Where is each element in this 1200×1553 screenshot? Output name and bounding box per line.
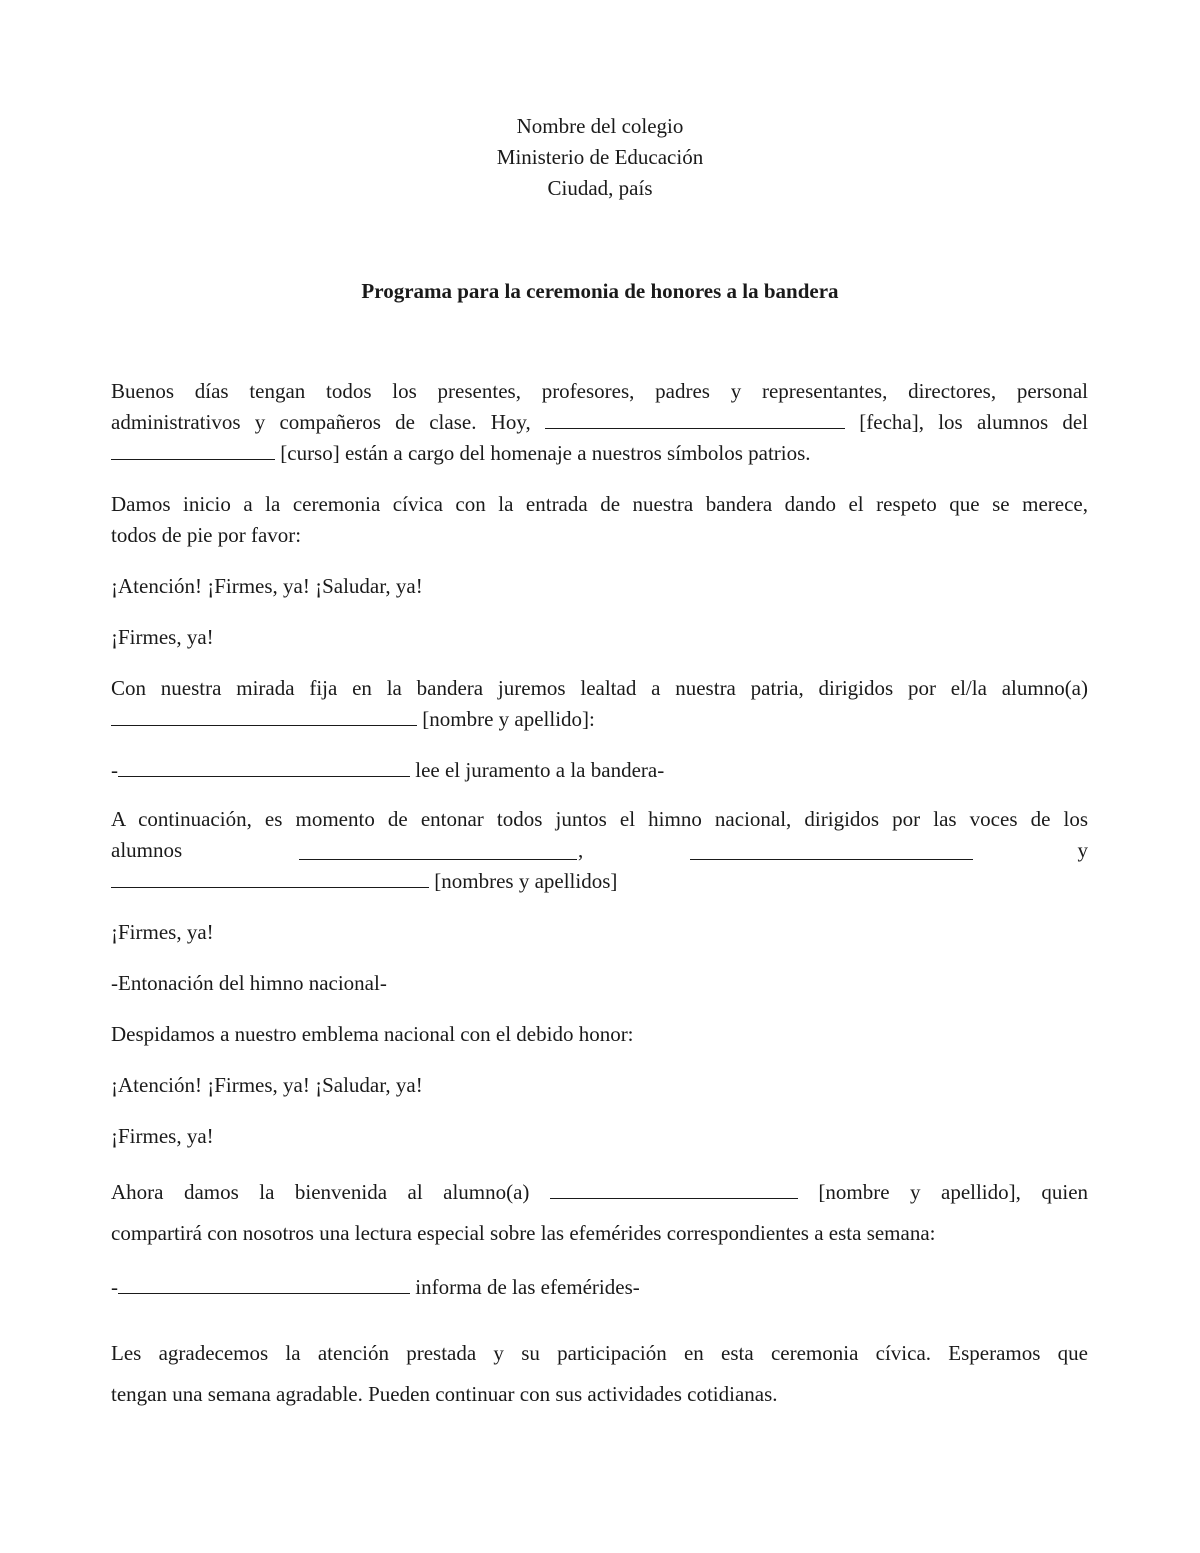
- anthem-note: -Entonación del himno nacional-: [111, 971, 387, 995]
- intro-line-3: [111, 438, 1088, 469]
- welcome-line-1a: Ahora damos la bienvenida al alumno(a): [111, 1180, 530, 1204]
- document-header: [0, 111, 1200, 204]
- oath-reader-blank: [118, 756, 410, 777]
- closing-paragraph: [111, 1333, 1088, 1415]
- city-country: Ciudad, país: [547, 176, 653, 200]
- ephemerides-line: [111, 1272, 1088, 1303]
- closing-line-2: tengan una semana agradable. Pueden continuar con sus actividades cotidianas.: [111, 1382, 778, 1406]
- intro-line-1: Buenos días tengan todos los presentes, profesores, padres y representantes, directores, personal: [111, 379, 1088, 403]
- school-name: Nombre del colegio: [516, 114, 684, 138]
- anthem-line-1: A continuación, es momento de entonar todos juntos el himno nacional, dirigidos por las voces de los: [111, 807, 1088, 831]
- entrance-paragraph: [111, 489, 1088, 551]
- intro-line-3-text: [curso] están a cargo del homenaje a nuestros símbolos patrios.: [280, 441, 811, 465]
- oath-line-2-text: [nombre y apellido]:: [422, 707, 595, 731]
- ephem-text: informa de las efemérides-: [415, 1275, 640, 1299]
- intro-line-2b: [fecha], los alumnos del: [859, 410, 1089, 434]
- oath-line-2: [111, 704, 1088, 735]
- welcome-paragraph: [111, 1172, 1088, 1254]
- intro-line-2: [111, 407, 1088, 438]
- command-firm-1: ¡Firmes, ya!: [111, 625, 214, 649]
- welcome-line-1b: [nombre y apellido], quien: [818, 1180, 1089, 1204]
- reader-name-blank: [550, 1178, 798, 1199]
- entrance-line-1: Damos inicio a la ceremonia cívica con la entrada de nuestra bandera dando el respeto que se merece,: [111, 492, 1088, 516]
- oath-line-1: Con nuestra mirada fija en la bandera juremos lealtad a nuestra patria, dirigidos por el/la alumno(a): [111, 676, 1088, 700]
- oath-reader-line: [111, 755, 1088, 786]
- command-attention-2: ¡Atención! ¡Firmes, ya! ¡Saludar, ya!: [111, 1073, 423, 1097]
- intro-line-2a: administrativos y compañeros de clase. Hoy,: [111, 410, 531, 434]
- anthem-alumnos-word: alumnos: [111, 838, 183, 862]
- oath-reader-dash: -: [111, 758, 118, 782]
- document-title: Programa para la ceremonia de honores a la bandera: [361, 279, 839, 303]
- oath-leader-blank: [111, 705, 417, 726]
- anthem-singer-1-blank: [299, 839, 577, 860]
- command-firm-2: ¡Firmes, ya!: [111, 920, 214, 944]
- anthem-y: y: [1077, 838, 1088, 862]
- oath-paragraph: [111, 673, 1088, 735]
- anthem-paragraph: [111, 804, 1088, 897]
- date-blank: [545, 408, 845, 429]
- ephem-dash: -: [111, 1275, 118, 1299]
- anthem-line-2: [111, 835, 1088, 866]
- ministry-name: Ministerio de Educación: [496, 145, 704, 169]
- command-firm-3: ¡Firmes, ya!: [111, 1124, 214, 1148]
- anthem-line-3-text: [nombres y apellidos]: [434, 869, 618, 893]
- closing-line-1: Les agradecemos la atención prestada y su participación en esta ceremonia cívica. Esperamos que: [111, 1341, 1088, 1365]
- farewell-line: Despidamos a nuestro emblema nacional con el debido honor:: [111, 1022, 634, 1046]
- command-attention-1: ¡Atención! ¡Firmes, ya! ¡Saludar, ya!: [111, 574, 423, 598]
- oath-reader-text: lee el juramento a la bandera-: [415, 758, 665, 782]
- ephem-reader-blank: [118, 1273, 410, 1294]
- anthem-singer-3-blank: [111, 867, 429, 888]
- intro-paragraph: [111, 376, 1088, 469]
- course-blank: [111, 439, 275, 460]
- anthem-singer-2-blank: [690, 839, 973, 860]
- anthem-line-3: [111, 866, 1088, 897]
- welcome-line-2: compartirá con nosotros una lectura especial sobre las efemérides correspondientes a esta semana:: [111, 1221, 936, 1245]
- anthem-comma: ,: [578, 838, 584, 862]
- entrance-line-2: todos de pie por favor:: [111, 523, 302, 547]
- welcome-line-1: [111, 1172, 1088, 1213]
